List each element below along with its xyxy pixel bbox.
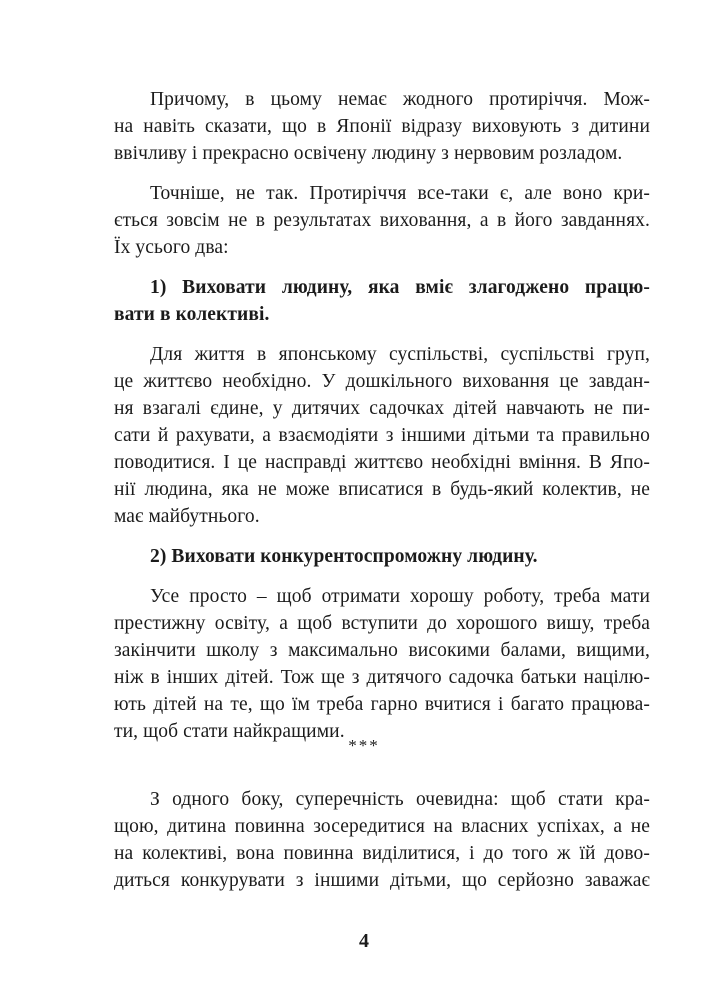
text-block-top	[114, 86, 650, 758]
section-separator: ***	[348, 736, 380, 755]
section-heading-1	[114, 274, 650, 328]
paragraph-line: Усе просто – щоб отримати хорошу роботу, треба мати	[150, 586, 650, 607]
paragraph-line: ніж в інших дітей. Тож ще з дитячого садочка батьки націлю-	[114, 667, 650, 688]
paragraph-line: ють дітей на те, що їм треба гарно вчитися і багато працюва-	[114, 694, 650, 715]
heading-line: вати в колективі.	[114, 304, 270, 325]
paragraph-1	[114, 86, 650, 167]
paragraph-line: щою, дитина повинна зосередитися на власних успіхах, а не	[114, 816, 650, 837]
paragraph-line: на навіть сказати, що в Японії відразу виховують з дитини	[114, 116, 650, 137]
paragraph-line: Точніше, не так. Протиріччя все-таки є, але воно кри-	[150, 183, 650, 204]
paragraph-line: Для життя в японському суспільстві, суспільстві груп,	[150, 344, 650, 365]
paragraph-5	[114, 786, 650, 894]
paragraph-line: має майбутнього.	[114, 506, 260, 527]
paragraph-line: нії людина, яка не може вписатися в будь-який колектив, не	[114, 479, 650, 500]
paragraph-line: З одного боку, суперечність очевидна: щоб стати кра-	[150, 789, 650, 810]
paragraph-3	[114, 341, 650, 530]
paragraph-line: поводитися. І це насправді життєво необхідні вміння. В Япо-	[114, 452, 650, 473]
paragraph-line: на колективі, вона повинна виділитися, і до того ж їй дово-	[114, 843, 650, 864]
paragraph-line: ввічливу і прекрасно освічену людину з нервовим розладом.	[114, 143, 623, 164]
paragraph-line: престижну освіту, а щоб вступити до хорошого вишу, треба	[114, 613, 650, 634]
page-number: 4	[359, 930, 369, 952]
section-heading-2	[114, 543, 650, 570]
paragraph-4	[114, 583, 650, 745]
paragraph-line: Їх усього два:	[114, 237, 229, 258]
paragraph-line: ня взагалі єдине, у дитячих садочках дітей навчають не пи-	[114, 398, 650, 419]
text-block-bottom	[114, 786, 650, 907]
paragraph-line: це життєво необхідно. У дошкільного виховання це завдан-	[114, 371, 650, 392]
heading-line: 2) Виховати конкурентоспроможну людину.	[150, 546, 538, 567]
paragraph-line: Причому, в цьому немає жодного протиріччя. Мож-	[150, 89, 650, 110]
paragraph-line: диться конкурувати з іншими дітьми, що серйозно заважає	[114, 870, 650, 891]
paragraph-line: ти, щоб стати найкращими.	[114, 721, 345, 742]
heading-line: 1) Виховати людину, яка вміє злагоджено працю-	[150, 277, 650, 298]
paragraph-line: сати й рахувати, а взаємодіяти з іншими дітьми та правильно	[114, 425, 650, 446]
paragraph-2	[114, 180, 650, 261]
paragraph-line: ється зовсім не в результатах виховання, а в його завданнях.	[114, 210, 650, 231]
paragraph-line: закінчити школу з максимально високими балами, вищими,	[114, 640, 650, 661]
